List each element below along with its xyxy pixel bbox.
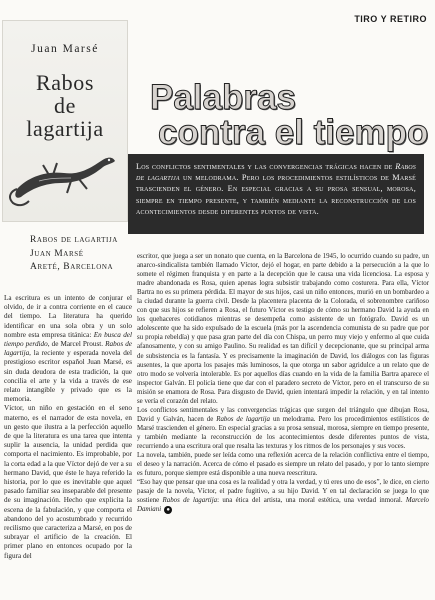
book-info-title: Rabos de lagartija (30, 235, 118, 245)
body-book-title: Rabos de lagartija (162, 497, 218, 505)
book-info-author: Juan Marsé (30, 248, 84, 259)
body-paragraph (137, 406, 429, 451)
book-info-publisher: Areté, Barcelona (30, 262, 114, 272)
body-paragraph (4, 294, 132, 404)
lizard-illustration (9, 131, 119, 211)
article-dek (128, 154, 424, 234)
body-text: : una ética del artista, una moral estética, una verdad inmoral. (217, 497, 406, 505)
body-paragraph (137, 478, 429, 514)
cover-title (3, 71, 127, 140)
cover-title-line: lagartija (26, 116, 104, 141)
article-headline (150, 80, 430, 150)
body-text: Los conflictos sentimentales y las convergencias trágicas que surgen del triángulo que dibujan Rosa, David y Galván, hacen de (137, 406, 429, 423)
headline-line-1: Palabras (150, 78, 296, 117)
body-book-title: Rabos de lagartija (4, 340, 132, 358)
cover-title-line: Rabos (36, 70, 94, 95)
dek-text: Los conflictos sentimentales y las convergencias trágicas hacen de (136, 162, 396, 171)
book-info (30, 234, 140, 275)
body-text: , la reciente y esperada novela del prestigioso escritor español Juan Marsé, es sin duda deudora de esta tradición, la que concilia el arte y la vida a través de ese relato intangible y privado que es la memoria. (4, 349, 132, 404)
body-text: un melodrama. Pero los procedimientos estilísticos de Marsé trascienden el género. En especial gracias a su prosa sensual, morosa, siempre en tiempo presente, y también mediante la reconstrucción de los acontecimientos desde diferentes puntos de vista, recurriendo a una escritura oral que resalta las texturas y los ritmos de los personajes y sus voces. (137, 415, 430, 450)
body-book-title: En busca del tiempo perdido (4, 330, 132, 349)
section-tag: TIRO Y RETIRO (354, 14, 427, 24)
dek-text: un melodrama. Pero los procedimientos estilísticos de Marsé trascienden el género. En especial gracias a su prosa sensual, morosa, siempre en tiempo presente, y también mediante la reconstrucción de los acontecimientos desde diferentes puntos de vista. (136, 173, 416, 216)
author-signature: Marcelo Damiani (137, 497, 429, 514)
body-text: “Eso hay que pensar que una cosa es la realidad y otra la verdad, y tú eres uno de esos”, le dice, en cierto pasaje de la novela, Víctor, el padre fugitivo, a su hijo David. Y en tal declaración se juega lo que sostiene (137, 479, 429, 505)
book-cover (2, 20, 128, 222)
body-book-title: Rabos de lagartija (216, 415, 270, 423)
cover-title-line: de (54, 93, 76, 118)
body-column-right (137, 252, 429, 514)
cover-author: Juan Marsé (31, 43, 99, 55)
dek-book-title: Rabos de lagartija (136, 162, 416, 183)
end-mark-icon: ● (164, 506, 172, 514)
body-text: , de Marcel Proust. (47, 340, 106, 349)
body-text: La escritura es un intento de conjurar el olvido, de ir a contra corriente en el cauce del tiempo. La literatura ha querido identificar en una sola obra y un solo nombre esta empresa titánica: (4, 294, 132, 339)
body-paragraph: Víctor, un niño en gestación en el seno materno, es el narrador de esta novela, en un gesto que ilustra a la perfección aquello de que la literatura es una tarea que intenta suplir la ausencia, la unidad perdida que comporta el nacimiento. Es improbable, por la corta edad a la que Víctor dejó de ver a su hermano David, que éste le haya referido la historia, por lo que es inevitable que aquel pasado familiar sea inseparable del presente de su imaginación. Hecho que explicita la escena de la fabulación, y que comporta el abandono del yo acostumbrado y recurrido recilismo que caracteriza a Marsé, en pos de subrayar el artificio de la creación. El primer plano en entonces ocupado por la figura del (4, 404, 132, 560)
headline-line-2: contra el tiempo (158, 113, 429, 152)
body-paragraph: La novela, también, puede ser leída como una reflexión acerca de la relación conflictiva entre el tiempo, el deseo y la narración. Acerca de cómo el pasado es siempre un relato del pasado, y por lo tanto siempre es futuro, porque siempre está disponible a una nueva reescritura. (137, 452, 429, 478)
body-paragraph: escritor, que juega a ser un nonato que cuenta, en la Barcelona de 1945, lo ocurrido cuando su padre, un anarco-sindicalista también llamado Víctor, dejó el hogar, en parte debido a la persecución a la que lo somete el régimen franquista y en parte a la decepción que le causa una vida licenciosa. La esposa y madre abandonada es Rosa, quien apenas logra subsistir trabajando como costurera. Para ella, Víctor Bartra no es su primera pérdida. El mayor de sus hijos, casi un niño entonces, murió en un bombardeo a la ciudad durante la guerra civil. Desde la placentera placenta de la Colorada, el sobrenombre cariñoso con que sus hijos se refieren a Rosa, el futuro Víctor es testigo de cómo su hermano David la ayuda en los quehaceres cotidianos mientras se desempeña como asistente de un fotógrafo. David es un adolescente que ha sido expulsado de la escuela (más por la ascendencia comunista de su padre que por su propia rebeldía) y que pasa gran parte del día con Chispa, un perro muy viejo y enfermo al que cuida afanosamente, y con su amigo Paulino. Su realidad es tan difícil y decepcionante, que su principal arma de subsistencia es la fantasía. Y es precisamente la imaginación de David, los diálogos con las figuras ausentes, la que aporta los pasajes más luminosos, la que otorga un sabor agridulce a un relato que de otro modo se volvería intolerable. Es por aquellos días cuando en la vida de la familia Bartra aparece el inspector Galván. El policía tiene que dar con el paradero secreto de Víctor, pero en el transcurso de su misión se enamora de Rosa. Para disgusto de David, quien intentará impedir la relación, y en tal intento se vería el corazón del relato. (137, 253, 429, 405)
body-column-left (4, 294, 132, 561)
